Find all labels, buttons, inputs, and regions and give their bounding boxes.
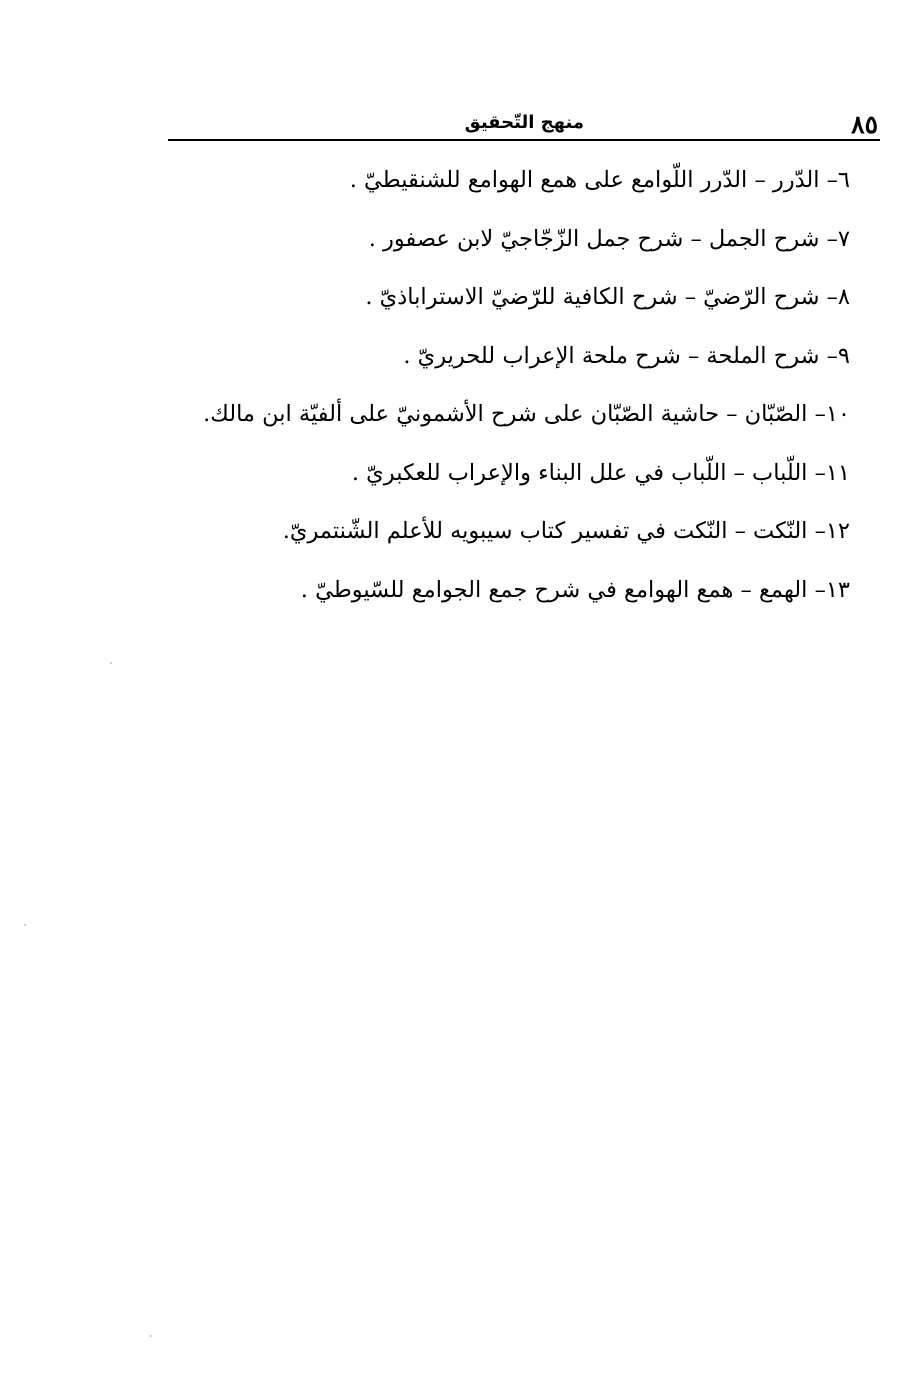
item-text: شرح الملحة – شرح ملحة الإعراب للحريريّ .	[403, 342, 827, 369]
abbreviations-list	[150, 154, 850, 622]
item-number: ١٠–	[814, 401, 850, 427]
item-number: ١٣–	[814, 576, 850, 603]
item-text: الصّبّان – حاشية الصّبّان على شرح الأشمونيّ على ألفيّة ابن مالك.	[203, 401, 815, 427]
list-item	[150, 447, 850, 506]
item-text: الهمع – همع الهوامع في شرح جمع الجوامع للسّيوطيّ .	[300, 576, 815, 603]
list-item	[150, 213, 850, 272]
item-number: ٩–	[826, 342, 850, 369]
list-item	[150, 505, 850, 564]
list-item	[150, 564, 850, 623]
chapter-title: منهج التّحقيق	[464, 112, 584, 133]
item-number: ١١–	[814, 459, 850, 486]
scan-speck	[150, 1335, 152, 1337]
list-item	[150, 154, 850, 213]
running-header	[168, 112, 880, 142]
item-number: ١٢–	[814, 518, 850, 544]
item-text: شرح الرّضيّ – شرح الكافية للرّضيّ الاستراباذيّ .	[365, 284, 827, 310]
item-number: ٨–	[826, 284, 850, 310]
list-item	[150, 271, 850, 330]
scan-speck	[24, 924, 26, 926]
page-number: ٨٥	[851, 110, 878, 139]
scan-speck	[110, 662, 112, 664]
item-text: شرح الجمل – شرح جمل الزّجّاجيّ لابن عصفور .	[368, 225, 827, 252]
item-text: اللّباب – اللّباب في علل البناء والإعراب للعكبريّ .	[351, 459, 815, 486]
item-number: ٦–	[826, 167, 850, 193]
item-number: ٧–	[826, 225, 850, 252]
item-text: الدّرر – الدّرر اللّوامع على همع الهوامع للشنقيطيّ .	[349, 167, 827, 193]
header-rule	[168, 139, 880, 141]
list-item	[150, 388, 850, 447]
item-text: النّكت – النّكت في تفسير كتاب سيبويه للأعلم الشّنتمريّ.	[282, 518, 815, 544]
list-item	[150, 330, 850, 389]
